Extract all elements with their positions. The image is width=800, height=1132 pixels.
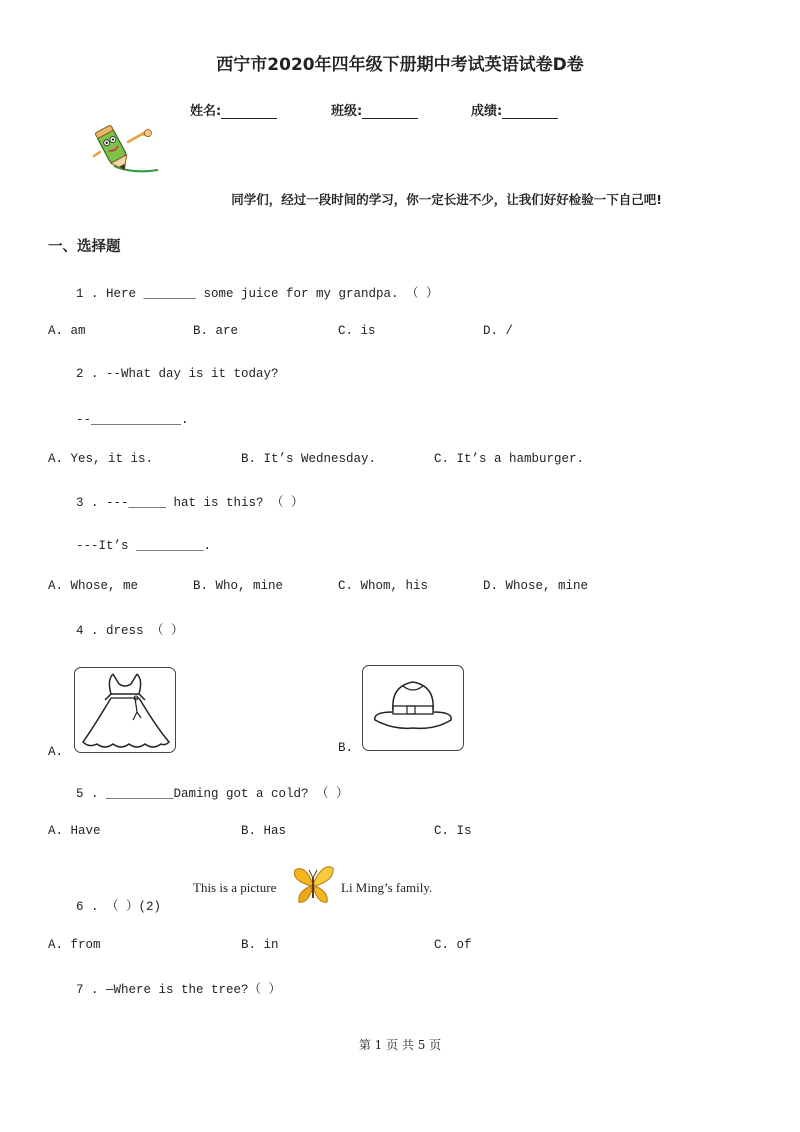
q5-option-b[interactable]: B. Has [241,824,287,838]
question-4: 4 . dress （ ） [76,624,184,638]
q5-option-c[interactable]: C. Is [434,824,472,838]
q4-option-b[interactable]: B. [338,741,354,755]
hat-icon [363,666,463,750]
question-6: 6 . （ ）(2) [76,900,162,914]
q6-option-b[interactable]: B. in [241,938,279,952]
q1-option-b[interactable]: B. are [193,324,239,338]
q1-option-d[interactable]: D. / [483,324,514,338]
page-number: 第 1 页 共 5 页 [358,1038,442,1052]
dress-icon [75,668,175,752]
butterfly-icon [291,864,335,906]
name-blank [221,106,277,119]
question-2: 2 . --What day is it today? [76,367,279,381]
q3-option-a[interactable]: A. Whose, me [48,579,139,593]
question-7: 7 . —Where is the tree?（ ） [76,983,282,997]
q6-picture-text-right: Li Ming’s family. [341,880,433,895]
q3-option-d[interactable]: D. Whose, mine [483,579,589,593]
hat-picture[interactable] [362,665,464,751]
q1-option-a[interactable]: A. am [48,324,86,338]
class-field [331,100,418,119]
q3-option-c[interactable]: C. Whom, his [338,579,429,593]
dress-picture[interactable] [74,667,176,753]
class-label: 班级: [331,104,363,119]
question-2-answer-line: --____________. [76,413,189,427]
name-label: 姓名: [190,104,222,119]
q6-picture-text-left: This is a picture [193,880,277,895]
score-label: 成绩: [471,104,503,119]
q2-option-a[interactable]: A. Yes, it is. [48,452,154,466]
question-5: 5 . _________Daming got a cold? （ ） [76,787,349,801]
q2-option-c[interactable]: C. It’s a hamburger. [434,452,585,466]
q6-option-a[interactable]: A. from [48,938,101,952]
q2-option-b[interactable]: B. It’s Wednesday. [241,452,377,466]
score-field [471,100,558,119]
pencil-mascot-icon [92,122,164,178]
intro-text: 同学们，经过一段时间的学习，你一定长进不少，让我们好好检验一下自己吧! [231,192,662,207]
q1-option-c[interactable]: C. is [338,324,376,338]
question-3: 3 . ---_____ hat is this? （ ） [76,496,304,510]
question-1: 1 . Here _______ some juice for my grandpa. （ ） [76,287,439,301]
section-title: 一、选择题 [48,239,121,255]
q3-option-b[interactable]: B. Who, mine [193,579,284,593]
q5-option-a[interactable]: A. Have [48,824,101,838]
page-title: 西宁市2020年四年级下册期中考试英语试卷D卷 [216,55,584,75]
score-blank [502,106,558,119]
name-field [190,100,277,119]
class-blank [362,106,418,119]
q4-option-a[interactable]: A. [48,745,64,759]
q6-option-c[interactable]: C. of [434,938,472,952]
question-3-answer-line: ---It’s _________. [76,539,212,553]
